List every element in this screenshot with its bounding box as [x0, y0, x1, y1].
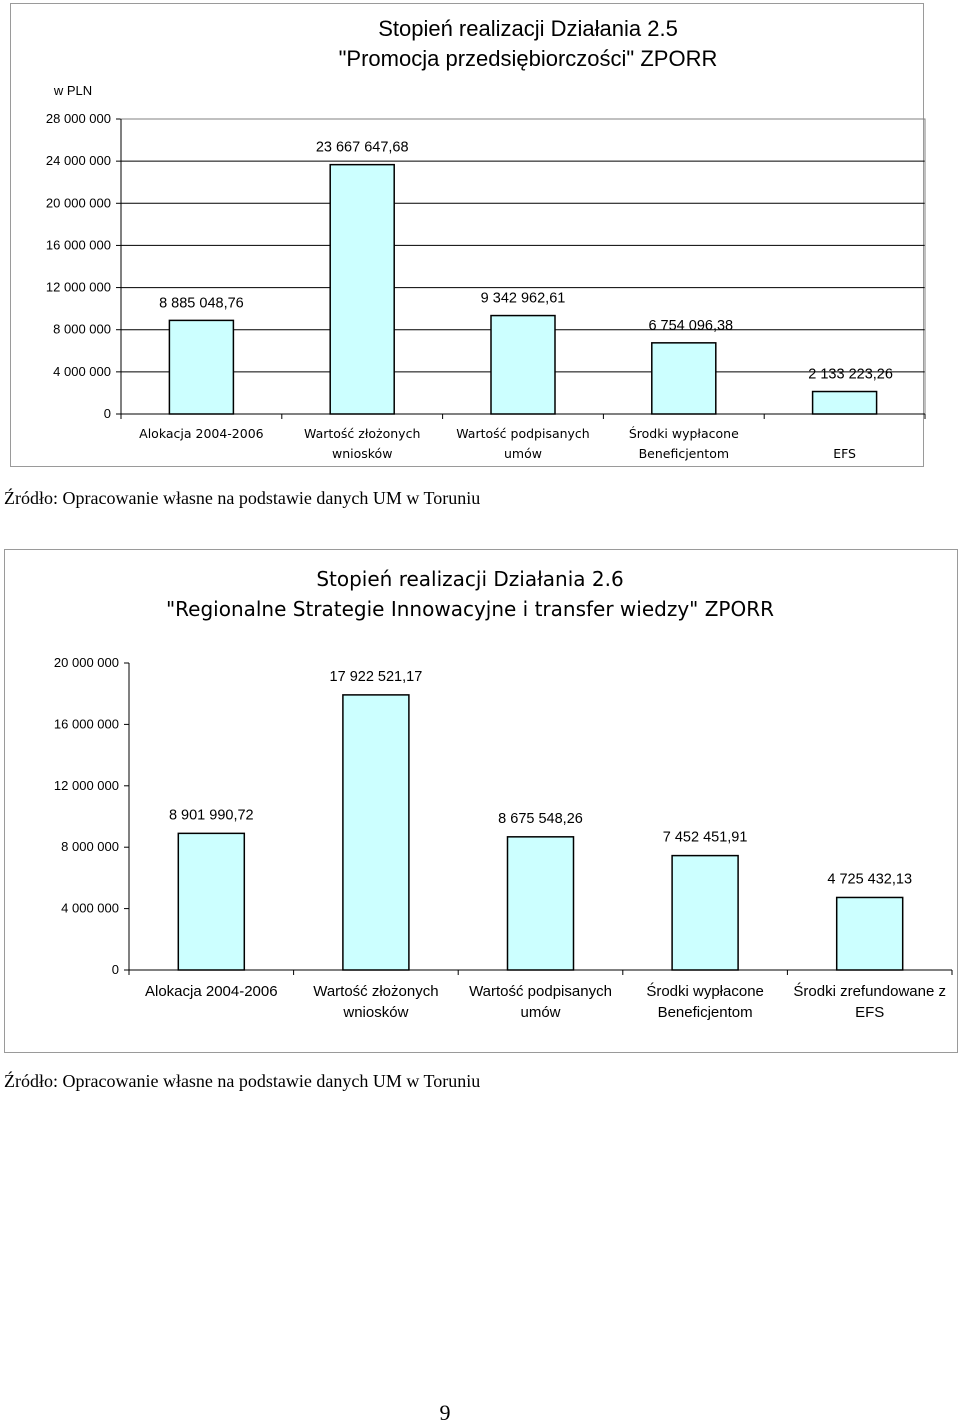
x-tick-label: Środki zrefundowane z — [793, 983, 946, 1000]
x-tick-label: Beneficjentom — [638, 446, 730, 461]
y-tick-label: 8 000 000 — [61, 839, 119, 855]
data-label: 17 922 521,17 — [329, 668, 423, 685]
bar — [837, 897, 903, 970]
x-tick-label: EFS — [833, 446, 857, 461]
chart-subtitle: "Promocja przedsiębiorczości" ZPORR — [338, 46, 718, 71]
source-note-2: Źródło: Opracowanie własne na podstawie danych UM w Toruniu — [4, 1071, 481, 1091]
chart-2-svg — [5, 550, 959, 1054]
x-tick-label: Wartość złożonych — [304, 426, 421, 441]
data-label: 8 885 048,76 — [159, 295, 244, 312]
y-tick-label: 0 — [103, 406, 111, 421]
x-tick-label: wniosków — [331, 446, 393, 461]
x-tick-label: Alokacja 2004-2006 — [144, 983, 278, 1000]
data-label: 7 452 451,91 — [662, 829, 748, 846]
y-tick-label: 16 000 000 — [45, 237, 111, 253]
y-tick-label: 4 000 000 — [53, 363, 111, 379]
y-tick-label: 0 — [111, 962, 119, 977]
bar — [652, 343, 716, 414]
x-tick-label: Alokacja 2004-2006 — [139, 426, 264, 441]
bar — [169, 320, 233, 414]
bar — [330, 165, 394, 414]
source-note-1: Źródło: Opracowanie własne na podstawie danych UM w Toruniu — [4, 488, 481, 508]
bar — [343, 695, 409, 970]
bar — [813, 392, 877, 414]
x-tick-label: Wartość podpisanych — [456, 426, 590, 441]
data-label: 9 342 962,61 — [480, 290, 566, 307]
x-tick-label: wniosków — [343, 1004, 409, 1021]
y-tick-label: 4 000 000 — [61, 900, 119, 916]
y-tick-label: 24 000 000 — [45, 153, 111, 169]
chart-subtitle: "Regionalne Strategie Innowacyjne i transfer wiedzy" ZPORR — [165, 597, 775, 621]
x-tick-label: EFS — [855, 1004, 885, 1021]
bar — [672, 856, 738, 970]
bar — [491, 316, 555, 414]
page-number: 9 — [439, 1400, 451, 1425]
data-label: 8 901 990,72 — [168, 807, 254, 824]
chart-regionalne-strategie-innowacyjne — [4, 549, 958, 1053]
x-tick-label: umów — [504, 446, 542, 461]
bar — [508, 837, 574, 970]
chart-title: Stopień realizacji Działania 2.5 — [378, 16, 678, 41]
data-label: 2 133 223,26 — [808, 366, 893, 383]
x-tick-label: Środki wypłacone — [628, 426, 739, 441]
bar — [178, 833, 244, 970]
y-tick-label: 20 000 000 — [53, 655, 119, 670]
y-tick-label: 8 000 000 — [53, 321, 111, 337]
y-tick-label: 16 000 000 — [53, 716, 119, 732]
y-tick-label: 12 000 000 — [53, 777, 119, 793]
x-tick-label: umów — [520, 1004, 561, 1021]
y-tick-label: 28 000 000 — [45, 111, 111, 126]
x-tick-label: Wartość złożonych — [313, 983, 439, 1000]
chart-promocja-przedsiebiorczosci — [10, 3, 924, 467]
x-tick-label: Środki wypłacone — [646, 983, 764, 1000]
y-tick-label: 12 000 000 — [45, 279, 111, 295]
y-tick-label: 20 000 000 — [45, 195, 111, 211]
data-label: 8 675 548,26 — [498, 810, 583, 827]
chart-title: Stopień realizacji Działania 2.6 — [316, 567, 624, 591]
chart-1-svg — [11, 4, 925, 468]
data-label: 23 667 647,68 — [315, 139, 409, 156]
data-label: 6 754 096,38 — [648, 317, 734, 334]
x-tick-label: Wartość podpisanych — [469, 983, 612, 1000]
data-label: 4 725 432,13 — [827, 871, 913, 888]
y-axis-label: w PLN — [53, 83, 93, 98]
x-tick-label: Beneficjentom — [657, 1004, 753, 1021]
